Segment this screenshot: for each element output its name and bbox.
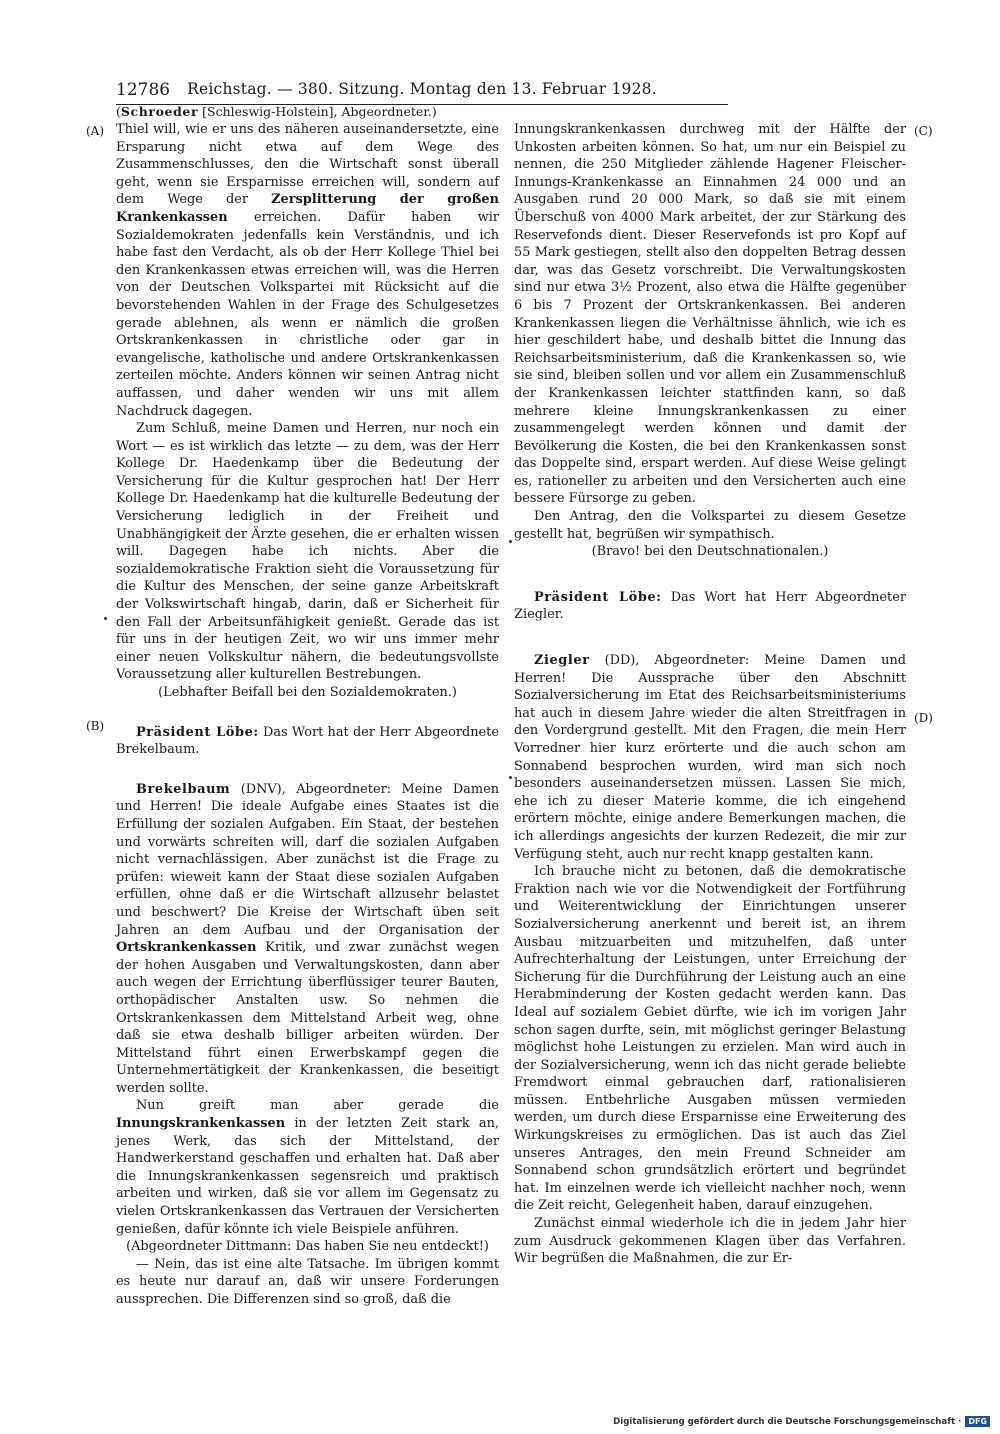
margin-marker-a: (A) [86,124,105,138]
emphasis: Innungskrankenkassen [116,1116,286,1132]
margin-marker-c: (C) [914,124,933,138]
margin-dot [509,540,512,543]
paragraph: Zunächst einmal wiederhole ich die in jedem Jahr hier zum Ausdruck gekommenen Klagen über das Verfahren. Wir begrüßen die Maßnahmen, die zur Er- [514,1216,906,1267]
emphasis: Zersplitterung der großen Krankenkassen [116,192,499,225]
right-column [514,121,906,1268]
president-statement: Präsident Löbe: Das Wort hat Herr Abgeordneter Ziegler. [514,589,907,623]
speaker-name: Ziegler [534,653,590,669]
president-name: Präsident Löbe: [136,724,259,740]
margin-dot [104,617,107,620]
running-title: Reichstag. — 380. Sitzung. Montag den 13. Februar 1928. [187,80,657,98]
continued-speaker-role: [Schleswig-Holstein], Abgeordneter.) [198,104,437,119]
paragraph: Ich brauche nicht zu betonen, daß die demokratische Fraktion nach wie vor die Notwendigkeit der Fortführung und Weiterentwicklung der Einrichtungen unserer Sozialversicherung anerkennt und bereit ist, an ihrem Ausbau mitzuarbeiten und mitzuhelfen, daß unter Aufrechterhaltung der Leistungen, unter Erreichung der Sicherung für die Durchführung der Leistung auch an eine Herabminderung der Kosten gedacht werden kann. Das Ideal auf sozialem Gebiet dürfte, wie ich im vorigen Jahr schon sagen durfte, sein, mit möglichst geringer Belastung möglichst hohe Leistungen zu erzielen. Man wird auch in der Sozialversicherung, wenn ich das nicht gerade beliebte Fremdwort einmal gebrauchen darf, rationalisieren müssen. Entbehrliche Ausgaben müssen vermieden werden, um durch diese Ersparnisse eine Erweiterung des Wirkungskreises zu ermöglichen. Das ist auch das Ziel unseres Antrages, den mein Freund Schneider am Sonnabend schon grundsätzlich erörtert und begründet hat. Im einzelnen werde ich vielleicht nachher noch, wenn die Zeit reicht, Gelegenheit haben, darauf einzugehen. [514,864,906,1214]
speaker-name: Brekelbaum [136,781,231,797]
speech-intro: Ziegler (DD), Abgeordneter: Meine Damen und Herren! Die Aussprache über den Abschnitt Sozialversicherung im Etat des Reichsarbeitsministeriums hat auch in diesem Jahre wieder die alten Streitfragen in den Vordergrund gestellt. Mit den Fragen, die mein Herr Vorredner hier kurz erörterte und die auch schon am Sonnabend besprochen wurden, wird man sich noch besonders auseinandersetzen müssen. Lassen Sie mich, ehe ich zu dieser Materie komme, die ich eingehend erörtern möchte, einige andere Bemerkungen machen, die ich allerdings angesichts der kurzen Redezeit, die mir zur Verfügung steht, auch nur recht knapp gestalten kann. [514,653,906,862]
president-statement: Präsident Löbe: Das Wort hat der Herr Abgeordnete Brekelbaum. [116,724,499,758]
interjection: (Abgeordneter Dittmann: Das haben Sie neu entdeckt!) [126,1239,489,1255]
dfg-logo: DFG [965,1416,990,1427]
president-name: Präsident Löbe: [534,589,662,605]
speech-intro: Brekelbaum (DNV), Abgeordneter: Meine Damen und Herren! Die ideale Aufgabe eines Staates ist die Erfüllung der sozialen Aufgaben. Ein Staat, der bestehen und vorwärts schreiten will, darf die sozialen Aufgaben nicht vernachlässigen. Aber zunächst ist die Frage zu prüfen: wieweit kann der Staat diese sozialen Aufgaben erfüllen, ohne daß er die Wirtschaft allzusehr belastet und beschwert? Die Kreise der Wirtschaft üben seit Jahren an dem Aufbau und der Organisation der Ortskrankenkassen Kritik, und zwar zunächst wegen der hohen Ausgaben und Verwaltungskosten, dann aber auch wegen der Errichtung überflüssiger teurer Bauten, orthopädischer Anstalten usw. So nehmen die Ortskrankenkassen dem Mittelstand Arbeit weg, ohne daß sie etwa deshalb billiger arbeiten würden. Der Mittelstand führt einen Erwerbskampf gegen die Unternehmertätigkeit der Krankenkassen, die beseitigt werden sollte. [116,781,499,1096]
applause-note: (Bravo! bei den Deutschnationalen.) [591,544,829,560]
margin-dot [509,776,512,779]
continued-speaker-line: (Schroeder [Schleswig-Holstein], Abgeordneter.) [116,104,437,119]
emphasis: Ortskrankenkassen [116,940,257,956]
page-header [116,80,728,105]
continued-speaker-name: Schroeder [120,104,199,119]
margin-marker-d: (D) [914,711,933,725]
paragraph: Zum Schluß, meine Damen und Herren, nur noch ein Wort — es ist wirklich das letzte — zu dem, was der Herr Kollege Dr. Haedenkamp über die Bedeutung der Versicherung für die Kultur gesprochen hat! Der Herr Kollege Dr. Haedenkamp hat die kulturelle Bedeutung der Versicherung lediglich in der Freiheit und Unabhängigkeit der Ärzte gesehen, die er erhalten wissen will. Dagegen habe ich nichts. Aber die sozialdemokratische Fraktion sieht die Voraussetzung für die Kultur des Menschen, der seine ganze Arbeitskraft der Volkswirtschaft hingab, darin, daß er Sicherheit für den Fall der Arbeitsunfähigkeit genießt. Gerade das ist für uns in der heutigen Zeit, wo wir uns immer mehr einer neuen Volkskultur nähern, die bedeutungsvollste Voraussetzung aller kulturellen Bestrebungen. [116,421,499,683]
left-column [116,121,499,1309]
paragraph: Den Antrag, den die Volkspartei zu diesem Gesetze gestellt hat, begrüßen wir sympathisch. [514,509,906,542]
paragraph: Thiel will, wie er uns des näheren auseinandersetzte, eine Ersparung nicht etwa auf dem Wege des Zusammenschlusses, den die Wirtschaft sonst überall geht, wenn sie Ersparnisse erreichen will, sondern auf dem Wege der Zersplitterung der großen Krankenkassen erreichen. Dafür haben wir Sozialdemokraten jedenfalls kein Verständnis, und ich habe fast den Verdacht, als ob der Herr Kollege Thiel bei den Krankenkassen etwas erreichen will, was die Herren von der Deutschen Volkspartei mit Rücksicht auf die bevorstehenden Wahlen in der Frage des Schulgesetzes gerade ablehnen, als wenn er nämlich die großen Ortskrankenkassen in christliche oder gar in evangelische, katholische und andere Ortskrankenkassen zerteilen möchte. Anders können wir seinen Antrag nicht auffassen, und daher wenden wir uns mit allem Nachdruck dagegen. [116,122,499,419]
paragraph: — Nein, das ist eine alte Tatsache. Im übrigen kommt es heute nur darauf an, daß wir unsere Forderungen aussprechen. Die Differenzen sind so groß, daß die [116,1256,499,1307]
applause-note: (Lebhafter Beifall bei den Sozialdemokraten.) [158,685,457,700]
paragraph: Nun greift man aber gerade die Innungskrankenkassen in der letzten Zeit stark an, jenes Werk, das sich der Mittelstand, der Handwerkerstand geschaffen und erhalten hat. Daß aber die Innungskrankenkassen segensreich und praktisch arbeiten und wirken, daß sie vor allem im Gegensatz zu vielen Ortskrankenkassen das Vertrauen der Versicherten genießen, dafür könnte ich viele Beispiele anführen. [116,1098,499,1237]
margin-marker-b: (B) [86,719,105,733]
page-number: 12786 [116,80,171,100]
digitization-credit [613,1416,990,1427]
paragraph: Innungskrankenkassen durchweg mit der Hälfte der Unkosten arbeiten können. So hat, um nur ein Beispiel zu nennen, die 250 Mitglieder zählende Hagener Fleischer-Innungs-Krankenkasse an Einnahmen 24 000 und an Ausgaben rund 20 000 Mark, so daß sie mit einem Überschuß von 4000 Mark arbeitet, der zur Stärkung des Reservefonds dient. Dieser Reservefonds ist pro Kopf auf 55 Mark gestiegen, stellt also den doppelten Betrag dessen dar, was das Gesetz vorschreibt. Die Verwaltungskosten sind nur etwa 3½ Prozent, also etwa die Hälfte gegenüber 6 bis 7 Prozent der Ortskrankenkassen. Bei anderen Krankenkassen liegen die Verhältnisse ähnlich, wie ich es hier geschildert habe, und deshalb bittet die Innung das Reichsarbeitsministerium, daß die Krankenkassen so, wie sie sind, bleiben sollen und vor allem ein Zusammenschluß der Krankenkassen leichter stattfinden kann, so daß mehrere kleine Innungskrankenkassen zu einer zusammengelegt werden können und damit der Bevölkerung die Kosten, die bei den Krankenkassen sonst das Doppelte sind, erspart werden. Auf diese Weise gelingt es, rationeller zu arbeiten und den Versicherten auch eine bessere Fürsorge zu geben. [514,122,906,507]
credit-text: Digitalisierung gefördert durch die Deutsche Forschungsgemeinschaft · [613,1416,962,1427]
